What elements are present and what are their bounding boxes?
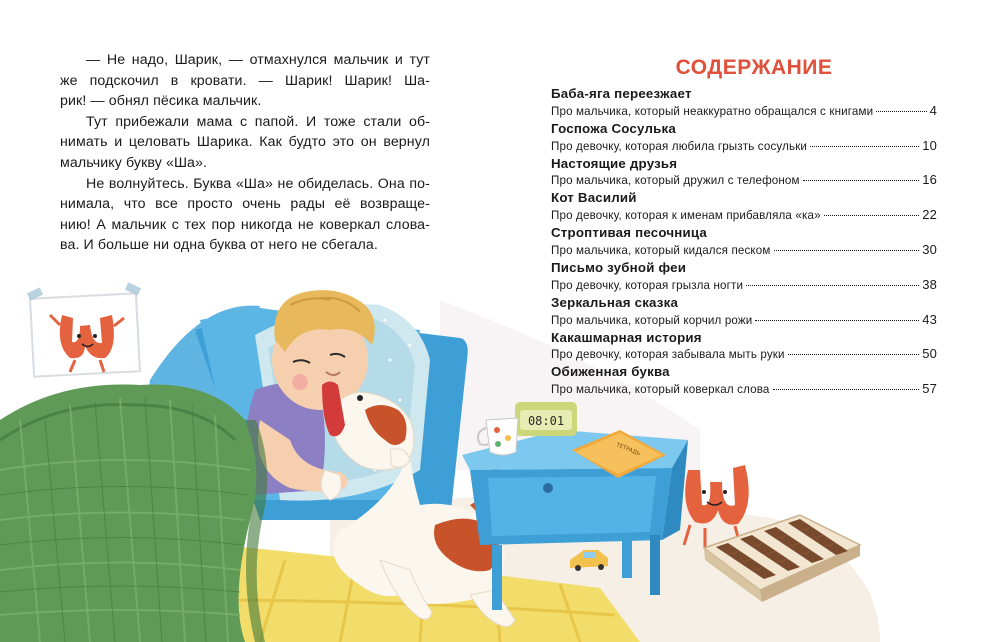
story-line: ва. И больше ни одна буква от него не сбегала. [60,237,378,254]
toc-item-page: 38 [922,276,937,292]
toc-item[interactable] [551,121,937,155]
toc-item-title: Баба-яга переезжает [551,86,692,101]
toc-item-title: Настоящие друзья [551,155,678,171]
toc-item-title: Письмо зубной феи [551,259,687,275]
story-line: нимала, что все просто очень рады её возвраще- [60,196,430,213]
toc-item-page: 50 [922,346,937,362]
story-line: мальчику букву «Ша». [60,154,208,171]
story-line: Не волнуйтесь. Буква «Ша» не обиделась. Она по- [86,175,430,192]
toc-item-description: Про девочку, которая грызла ногти [551,278,744,292]
toc-leader-dots [773,389,920,390]
toc-item[interactable] [551,260,937,294]
toc-item[interactable] [551,330,937,364]
toc-item-description: Про девочку, которая забывала мыть руки [551,348,785,362]
toc-leader-dots [810,146,919,147]
toc-item[interactable] [551,364,937,398]
toc-item-description: Про девочку, которая любила грызть сосульки [551,139,808,153]
toc-item[interactable] [551,295,937,329]
story-line: рик! — обнял пёсика мальчик. [60,93,262,110]
toc-item-description: Про мальчика, который неаккуратно обращался с книгами [551,104,874,118]
story-text [60,50,430,256]
toc-item-description: Про мальчика, который кидался песком [551,243,771,257]
toc-item-page: 57 [922,381,937,397]
clock-display: 08:01 [527,414,565,428]
story-line: — Не надо, Шарик, — отмахнулся мальчик и тут [86,52,430,68]
toc-item-page: 10 [922,137,937,153]
alarm-clock [515,402,577,436]
toc-item-title: Зеркальная сказка [551,294,679,310]
toc-item[interactable] [551,225,937,259]
story-line: Тут прибежали мама с папой. И тоже стали об- [86,113,430,130]
toc-title: СОДЕРЖАНИЕ [675,56,833,79]
toc-item-title: Госпожа Сосулька [551,120,676,136]
toc-item-description: Про мальчика, который корчил рожи [551,313,753,327]
toc-item-page: 4 [929,102,937,118]
toc-leader-dots [824,215,920,216]
toc-item-page: 22 [922,207,937,223]
toc-item-description: Про девочку, которая к именам прибавляла «ка» [551,209,821,223]
toc-leader-dots [876,111,926,112]
blanket [0,384,267,642]
story-line: же подскочил в кровати. — Шарик! Шарик! Ша- [60,72,430,89]
toc-item-page: 30 [922,241,937,257]
toc-item-title: Кот Василий [551,190,637,206]
toc-item-description: Про мальчика, который дружил с телефоном [551,174,800,188]
toc-leader-dots [746,285,919,286]
toc-leader-dots [803,180,920,181]
table-of-contents [551,56,937,399]
toc-item-title: Обиженная буква [551,364,670,380]
toc-item-description: Про мальчика, который коверкал слова [551,383,770,397]
poster-sha [27,282,141,376]
toc-item[interactable] [551,156,937,190]
drawer-knob [543,483,553,493]
notebook-label: ТЕТРАДЬ [615,442,641,458]
toc-item[interactable] [551,190,937,224]
story-line: нию! А мальчик с тех пор никогда не коверкал слова- [60,216,430,233]
toc-item-page: 43 [922,311,937,327]
toc-item-page: 16 [922,172,937,188]
toc-leader-dots [774,250,920,251]
toc-leader-dots [788,354,920,355]
story-line: нимать и целовать Шарика. Как будто это он вернул [60,134,430,151]
toc-leader-dots [755,320,919,321]
toc-item-title: Строптивая песочница [551,225,708,241]
toc-item-title: Какашмарная история [551,329,702,345]
toc-item[interactable] [551,86,937,120]
